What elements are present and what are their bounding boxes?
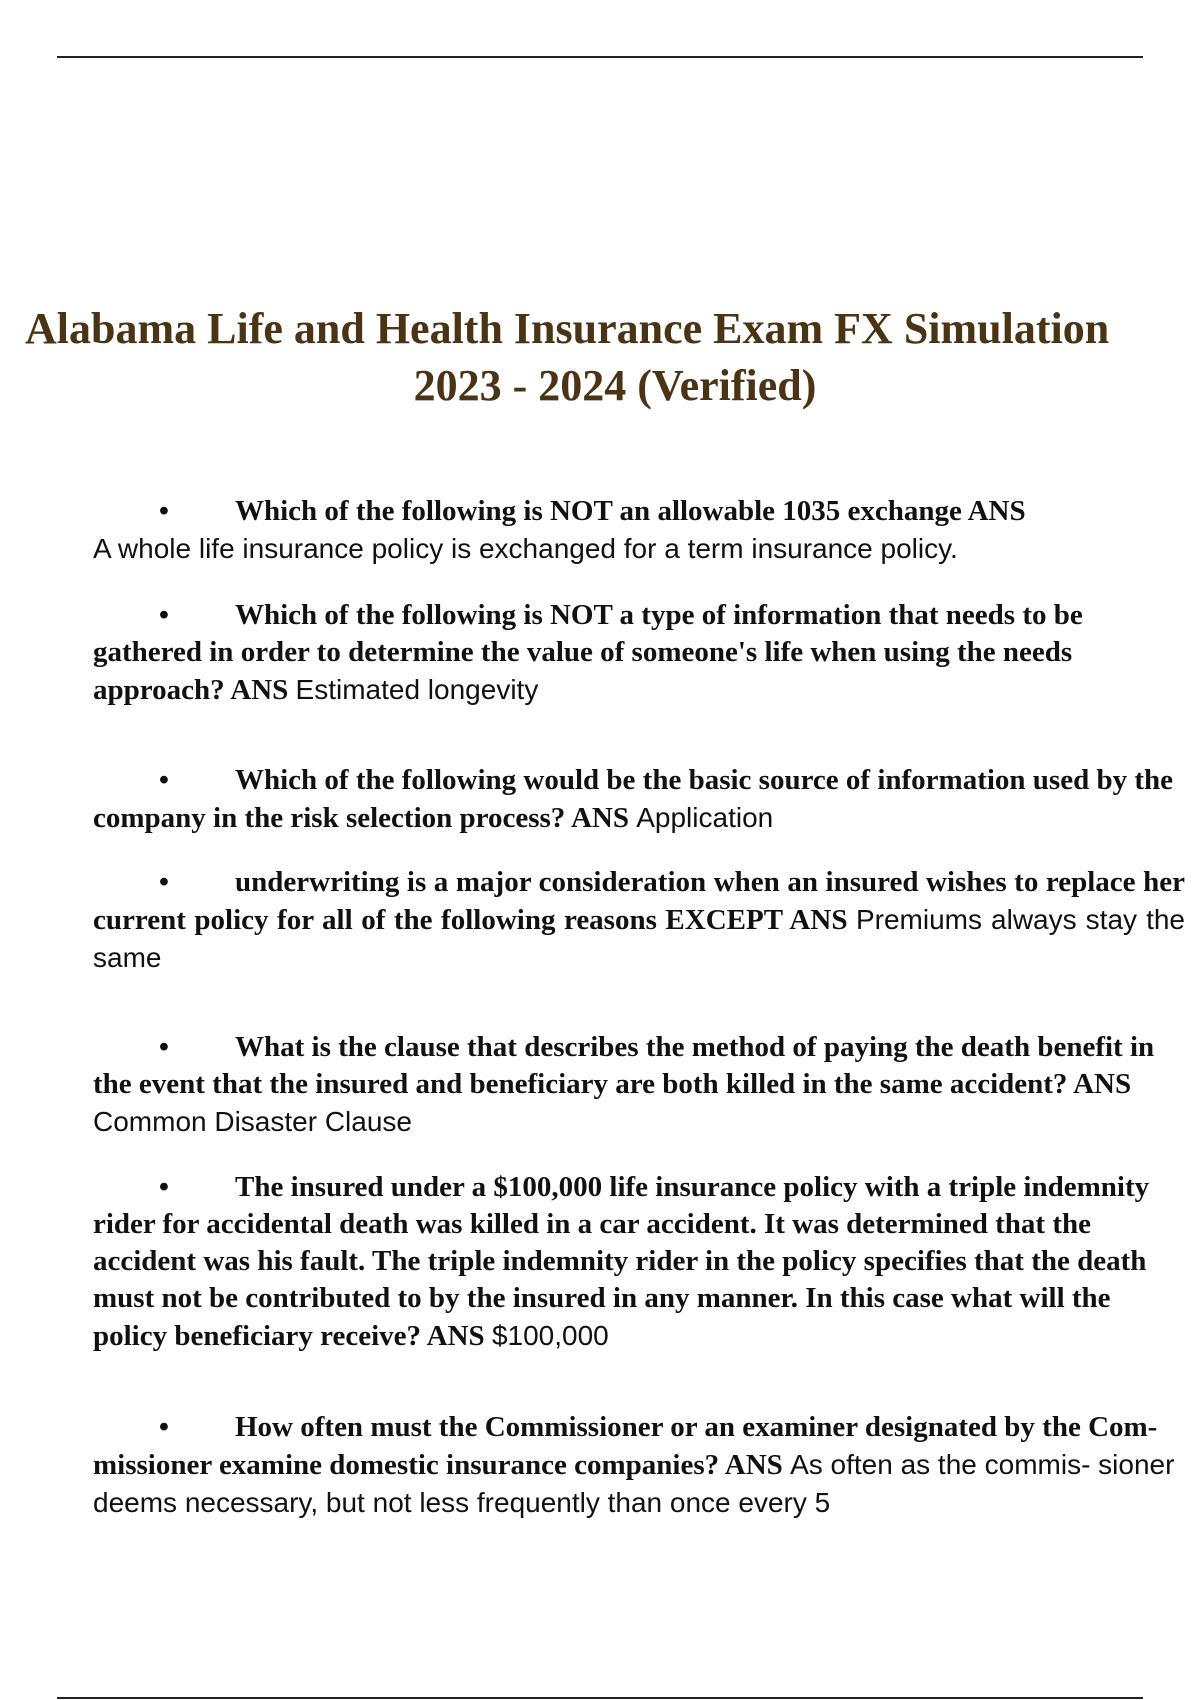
qa-item	[93, 597, 1185, 709]
answer-text: Application	[636, 802, 774, 833]
qa-item	[93, 1169, 1185, 1355]
answer-text: As often as the commis- sioner deems necessary, but not less frequently than once every 5	[93, 1449, 1175, 1518]
bullet: •	[158, 495, 170, 527]
qa-item	[93, 864, 1185, 977]
question-text: The insured under a $100,000 life insurance policy with a triple indemnity rider for accidental death was killed in a car accident. It was determined that the accident was his fault. The triple indemnity rider in the policy specifies that the death must not be contributed to by the insured in any manner. In this case what will the policy beneficiary receive? ANS	[93, 1171, 1150, 1352]
qa-item	[93, 1029, 1185, 1141]
answer-text: $100,000	[491, 1320, 609, 1351]
answer-text: Premiums always stay the same	[93, 904, 1186, 973]
question-text: What is the clause that describes the method of paying the death benefit in the event that the insured and beneficiary are both killed in the same accident? ANS	[93, 1031, 1155, 1100]
qa-item	[93, 1409, 1185, 1522]
qa-item	[93, 762, 1185, 837]
question-text: How often must the Commissioner or an examiner designated by the Com- missioner examine domestic insurance companies? ANS	[93, 1411, 1158, 1481]
bullet: •	[158, 1171, 170, 1203]
document-title	[0, 300, 1200, 420]
bullet: •	[158, 866, 170, 898]
question-text: Which of the following would be the basic source of information used by the company in the risk selection process? ANS	[93, 764, 1173, 834]
answer-text: Estimated longevity	[295, 674, 539, 705]
answer-text: Common Disaster Clause	[93, 1106, 412, 1137]
bullet: •	[158, 599, 170, 631]
bullet: •	[158, 764, 170, 796]
qa-item	[93, 493, 1185, 568]
question-text: underwriting is a major consideration when an insured wishes to replace her current policy for all of the following reasons EXCEPT ANS	[93, 866, 1185, 936]
top-rule	[57, 56, 1143, 58]
answer-text: A whole life insurance policy is exchanged for a term insurance policy.	[93, 533, 958, 564]
bullet: •	[158, 1031, 170, 1063]
question-text: Which of the following is NOT an allowable 1035 exchange ANS	[235, 495, 1026, 527]
bullet: •	[158, 1411, 170, 1443]
bottom-rule	[57, 1697, 1143, 1699]
question-text: Which of the following is NOT a type of information that needs to be gathered in order to determine the value of someone's life when using the needs approach? ANS	[93, 599, 1083, 706]
title-line-2: 2023 - 2024 (Verified)	[413, 361, 817, 410]
title-line-1: Alabama Life and Health Insurance Exam FX Simulation	[25, 304, 1110, 353]
